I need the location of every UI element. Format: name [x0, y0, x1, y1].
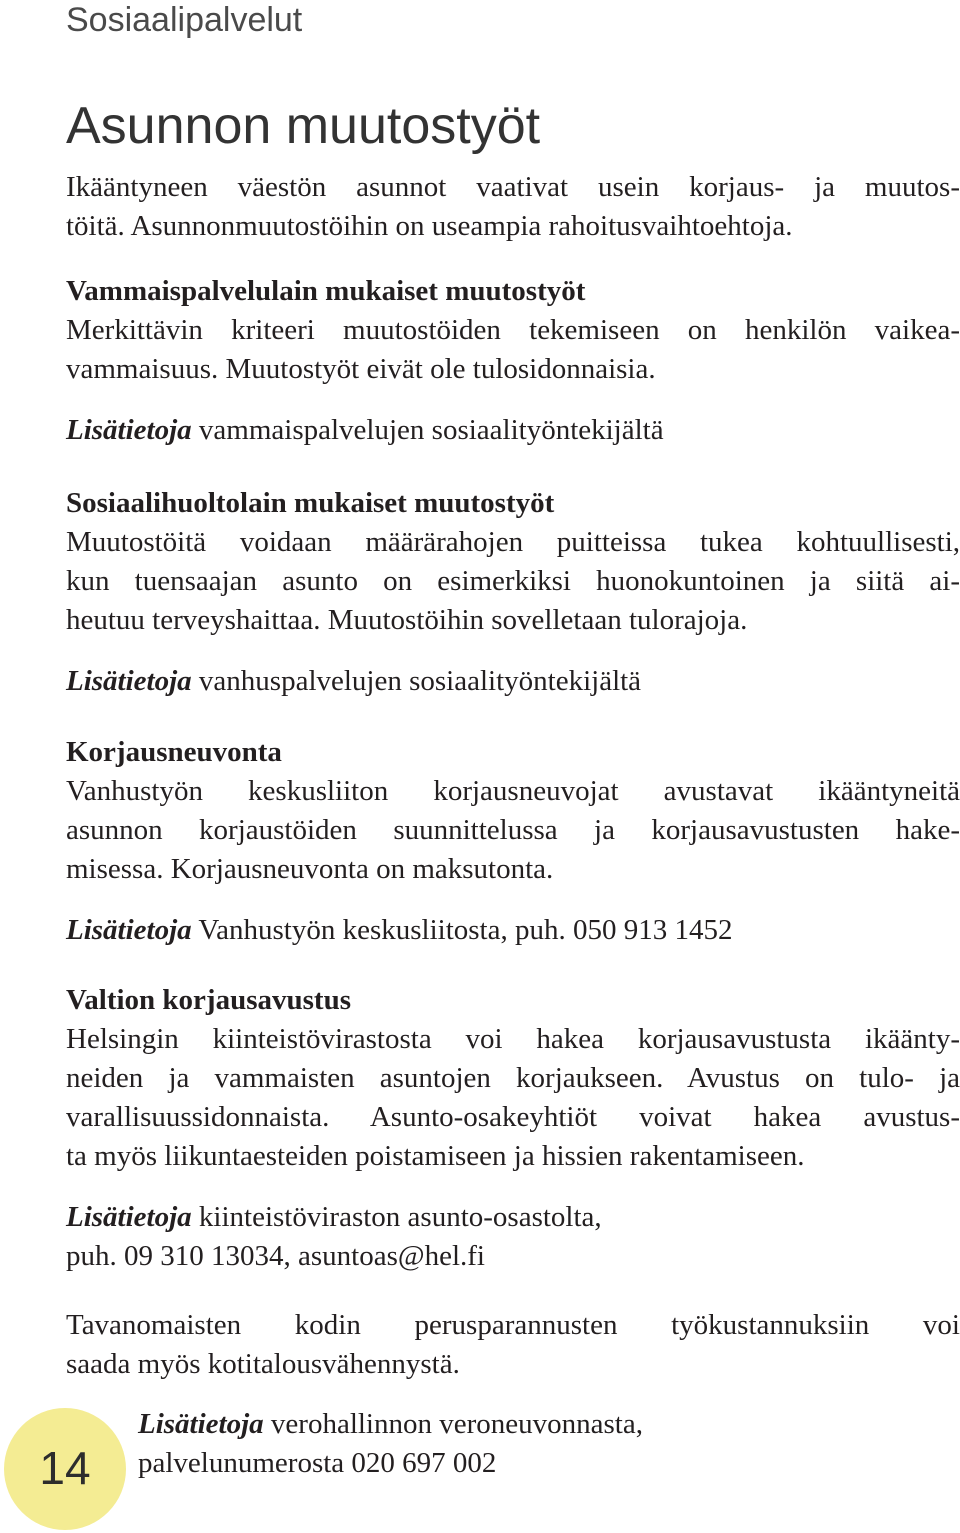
- section-heading: Korjausneuvonta: [66, 736, 282, 768]
- more-info-line2: puh. 09 310 13034, asuntoas@hel.fi: [66, 1240, 485, 1272]
- more-info-text: Vanhustyön keskusliitosta, puh. 050 913 1452: [191, 914, 733, 946]
- more-info: [66, 411, 960, 450]
- section-vammaispalvelulaki: [66, 272, 960, 450]
- more-info-lead: Lisätietoja: [66, 1201, 192, 1233]
- more-info-text: verohallinnon veroneuvonnasta,: [263, 1408, 643, 1440]
- section-heading: Vammaispalvelulain mukaiset muutostyöt: [66, 275, 586, 307]
- section-line: kun tuensaajan asunto on esimerkiksi huonokuntoinen ja siitä ai-: [66, 565, 960, 597]
- section-heading: Valtion korjausavustus: [66, 984, 351, 1016]
- more-info-lead: Lisätietoja: [66, 665, 192, 697]
- more-info: [66, 1198, 960, 1237]
- more-info-lead: Lisätietoja: [66, 414, 192, 446]
- more-info-text: vanhuspalvelujen sosiaalityöntekijältä: [191, 665, 642, 697]
- section-line: Helsingin kiinteistövirastosta voi hakea korjausavustusta ikäänty-: [66, 1023, 960, 1055]
- more-info: [138, 1405, 918, 1444]
- more-info: [66, 662, 960, 701]
- more-info-lead: Lisätietoja: [138, 1408, 264, 1440]
- section-line: neiden ja vammaisten asuntojen korjaukseen. Avustus on tulo- ja: [66, 1062, 960, 1094]
- section-line: Merkittävin kriteeri muutostöiden tekemiseen on henkilön vaikea-: [66, 314, 960, 346]
- section-label: Sosiaalipalvelut: [66, 1, 303, 39]
- section-line: heutuu terveyshaittaa. Muutostöihin sovelletaan tulorajoja.: [66, 604, 748, 636]
- page-number-badge: [4, 1408, 126, 1530]
- section-line: asunnon korjaustöiden suunnittelussa ja korjausavustusten hake-: [66, 814, 960, 846]
- section-line: Muutostöitä voidaan määrärahojen puitteissa tukea kohtuullisesti,: [66, 526, 960, 558]
- intro-line: Ikääntyneen väestön asunnot vaativat usein korjaus- ja muutos-: [66, 171, 960, 203]
- section-valtion-korjausavustus: [66, 981, 960, 1276]
- more-info-line2: palvelunumerosta 020 697 002: [138, 1447, 497, 1479]
- intro-line: töitä. Asunnonmuutostöihin on useampia rahoitusvaihtoehtoja.: [66, 210, 793, 242]
- tax-paragraph: [66, 1306, 960, 1384]
- section-line: misessa. Korjausneuvonta on maksutonta.: [66, 853, 554, 885]
- more-info-text: kiinteistöviraston asunto-osastolta,: [191, 1201, 602, 1233]
- more-info-lead: Lisätietoja: [66, 914, 192, 946]
- intro-paragraph: [66, 168, 960, 246]
- tax-line: saada myös kotitalousvähennystä.: [66, 1348, 460, 1380]
- section-line: vammaisuus. Muutostyöt eivät ole tulosidonnaisia.: [66, 353, 656, 385]
- page-title: Asunnon muutostyöt: [66, 97, 541, 155]
- tax-more-info: [138, 1405, 918, 1483]
- section-line: ta myös liikuntaesteiden poistamiseen ja hissien rakentamiseen.: [66, 1140, 805, 1172]
- more-info: [66, 911, 960, 950]
- tax-line: Tavanomaisten kodin perusparannusten työkustannuksiin voi: [66, 1309, 960, 1341]
- page-number: 14: [39, 1442, 91, 1494]
- more-info-text: vammaispalvelujen sosiaalityöntekijältä: [191, 414, 664, 446]
- section-line: Vanhustyön keskusliiton korjausneuvojat avustavat ikääntyneitä: [66, 775, 960, 807]
- section-korjausneuvonta: [66, 733, 960, 950]
- section-heading: Sosiaalihuoltolain mukaiset muutostyöt: [66, 487, 555, 519]
- section-line: varallisuussidonnaista. Asunto-osakeyhtiöt voivat hakea avustus-: [66, 1101, 960, 1133]
- section-sosiaalihuoltolaki: [66, 484, 960, 701]
